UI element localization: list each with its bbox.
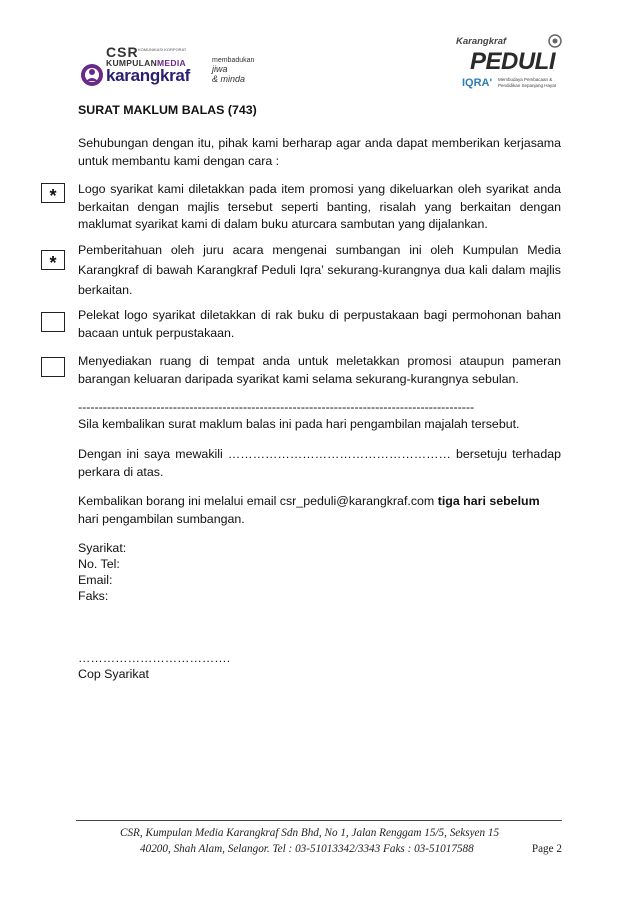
option-4-checkbox[interactable] [41,357,65,377]
company-stamp-label: Cop Syarikat [78,667,149,681]
field-company: Syarikat: [78,541,127,555]
kumpulan-media-karangkraf-logo [80,44,280,96]
intro-paragraph: Sehubungan dengan itu, pihak kami berharap agar anda dapat memberikan kerjasama untuk membantu kami dengan cara : [78,136,561,168]
karangkraf-peduli-iqra-logo [456,34,566,96]
csr-logo-text: CSR [106,44,139,60]
option-3-checkbox[interactable] [41,312,65,332]
option-2-checkbox[interactable]: * [41,250,65,270]
footer-address-line-2: 40200, Shah Alam, Selangor. Tel : 03-51013342/3343 Faks : 03-51017588 [140,843,474,855]
option-1-checkbox[interactable]: * [41,183,65,203]
option-1-text: Logo syarikat kami diletakkan pada item promosi yang dikeluarkan oleh syarikat anda berkaitan dengan majlis tersebut seperti banting, risalah yang berkaitan dengan maklumat syarikat kami di dalam buku aturcara sambutan yang dijalankan. [78,182,561,231]
option-2-text: Pemberitahuan oleh juru acara mengenai sumbangan ini oleh Kumpulan Media Karangkraf di bawah Karangkraf Peduli Iqra’ sekurang-kurangnya dua kali dalam majlis berkaitan. [78,243,561,297]
footer-divider [76,820,562,821]
iqra-wordmark: IQRA' [462,77,493,89]
letter-title: SURAT MAKLUM BALAS (743) [78,103,257,117]
deadline-emphasis: tiga hari sebelum [437,494,540,508]
representation-statement: Dengan ini saya mewakili ……………………………………………… bersetuju terhadap perkara di atas. [78,447,561,479]
csr-subtitle: KOMUNIKASI KORPORAT [138,47,187,52]
karangkraf-wordmark: karangkraf [106,66,190,85]
signature-dotted-line: ………………………………. [78,651,231,665]
page-number: Page 2 [531,843,562,855]
field-email: Email: [78,573,113,587]
option-3-text: Pelekat logo syarikat diletakkan di rak buku di perpustakaan bagi permohonan bahan bacaan untuk perpustakaan. [78,308,561,340]
peduli-brand-top: Karangkraf [456,36,507,47]
option-4-text: Menyediakan ruang di tempat anda untuk meletakkan promosi ataupun pameran barangan keluaran daripada syarikat kami selama sekurang-kurangnya sebulan. [78,354,561,386]
kumpulan-media-text: KUMPULANMEDIA [106,58,186,68]
field-phone: No. Tel: [78,557,120,571]
peduli-wordmark: PEDULI [470,48,556,75]
peduli-badge-icon [548,34,562,48]
footer-address-line-1: CSR, Kumpulan Media Karangkraf Sdn Bhd, No 1, Jalan Renggam 15/5, Seksyen 15 [120,827,500,839]
karangkraf-emblem-icon [80,63,104,87]
jiwa-minda-tagline: membadukan jiwa & minda [212,57,255,84]
field-fax: Faks: [78,589,109,603]
separator-line: ------------------------------------------------------------------------------------------------ [78,400,475,414]
email-instruction: Kembalikan borang ini melalui email csr_peduli@karangkraf.com tiga hari sebelum hari pengambilan sumbangan. [78,494,540,526]
return-note: Sila kembalikan surat maklum balas ini pada hari pengambilan majalah tersebut. [78,417,520,431]
iqra-description: Membudaya Pembacaan & Pendidikan Sepanjang Hayat [498,77,557,88]
